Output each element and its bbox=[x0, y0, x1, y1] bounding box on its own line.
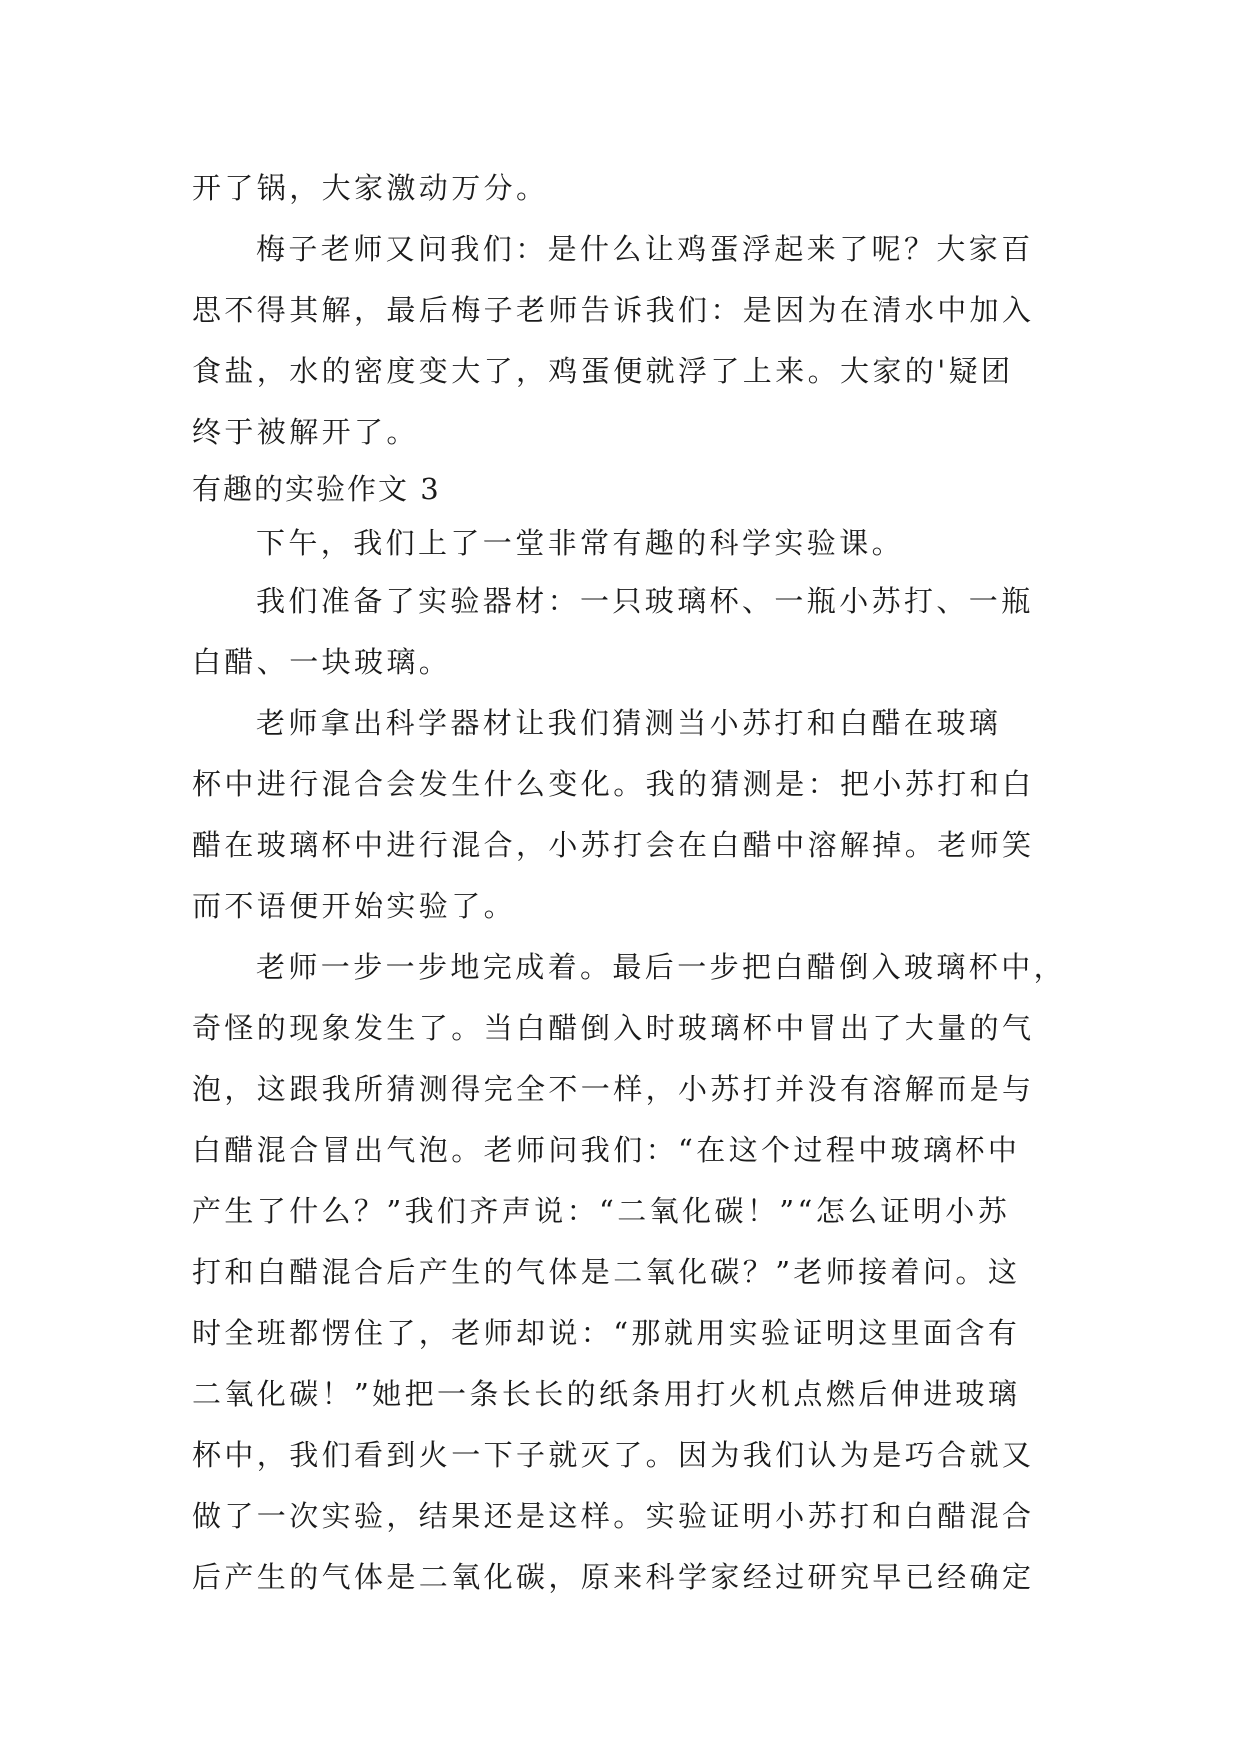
text-line: 杯中进行混合会发生什么变化。我的猜测是：把小苏打和白 bbox=[192, 767, 1035, 801]
text-line: 白醋混合冒出气泡。老师问我们：“在这个过程中玻璃杯中 bbox=[192, 1133, 1021, 1167]
text-line: 醋在玻璃杯中进行混合，小苏打会在白醋中溶解掉。老师笑 bbox=[192, 828, 1035, 862]
text-line: 打和白醋混合后产生的气体是二氧化碳？”老师接着问。这 bbox=[192, 1255, 1021, 1289]
text-line: 而不语便开始实验了。 bbox=[192, 889, 517, 923]
paragraph-start-line: 老师一步一步地完成着。最后一步把白醋倒入玻璃杯中， bbox=[256, 950, 1067, 984]
text-line: 杯中，我们看到火一下子就灭了。因为我们认为是巧合就又 bbox=[192, 1438, 1035, 1472]
text-line: 白醋、一块玻璃。 bbox=[192, 645, 452, 679]
paragraph-start-line: 梅子老师又问我们：是什么让鸡蛋浮起来了呢？大家百 bbox=[256, 232, 1034, 266]
document-body bbox=[192, 158, 1067, 1608]
text-line: 思不得其解，最后梅子老师告诉我们：是因为在清水中加入 bbox=[192, 293, 1035, 327]
paragraph-start-line: 老师拿出科学器材让我们猜测当小苏打和白醋在玻璃 bbox=[256, 706, 1002, 740]
paragraph-start-line: 我们准备了实验器材：一只玻璃杯、一瓶小苏打、一瓶 bbox=[256, 584, 1034, 618]
text-line: 产生了什么？”我们齐声说：“二氧化碳！”“怎么证明小苏 bbox=[192, 1194, 1011, 1228]
text-line: 开了锅，大家激动万分。 bbox=[192, 171, 549, 205]
section-heading: 有趣的实验作文 3 bbox=[192, 472, 441, 506]
text-line: 后产生的气体是二氧化碳，原来科学家经过研究早已经确定 bbox=[192, 1560, 1035, 1594]
text-line: 奇怪的现象发生了。当白醋倒入时玻璃杯中冒出了大量的气 bbox=[192, 1011, 1035, 1045]
text-line: 做了一次实验，结果还是这样。实验证明小苏打和白醋混合 bbox=[192, 1499, 1035, 1533]
text-line: 食盐，水的密度变大了，鸡蛋便就浮了上来。大家的'疑团 bbox=[192, 354, 1014, 388]
text-line: 二氧化碳！”她把一条长长的纸条用打火机点燃后伸进玻璃 bbox=[192, 1377, 1021, 1411]
text-line: 时全班都愣住了，老师却说：“那就用实验证明这里面含有 bbox=[192, 1316, 1021, 1350]
text-line: 泡，这跟我所猜测得完全不一样，小苏打并没有溶解而是与 bbox=[192, 1072, 1035, 1106]
text-line: 终于被解开了。 bbox=[192, 415, 419, 449]
paragraph-start-line: 下午，我们上了一堂非常有趣的科学实验课。 bbox=[256, 526, 905, 560]
